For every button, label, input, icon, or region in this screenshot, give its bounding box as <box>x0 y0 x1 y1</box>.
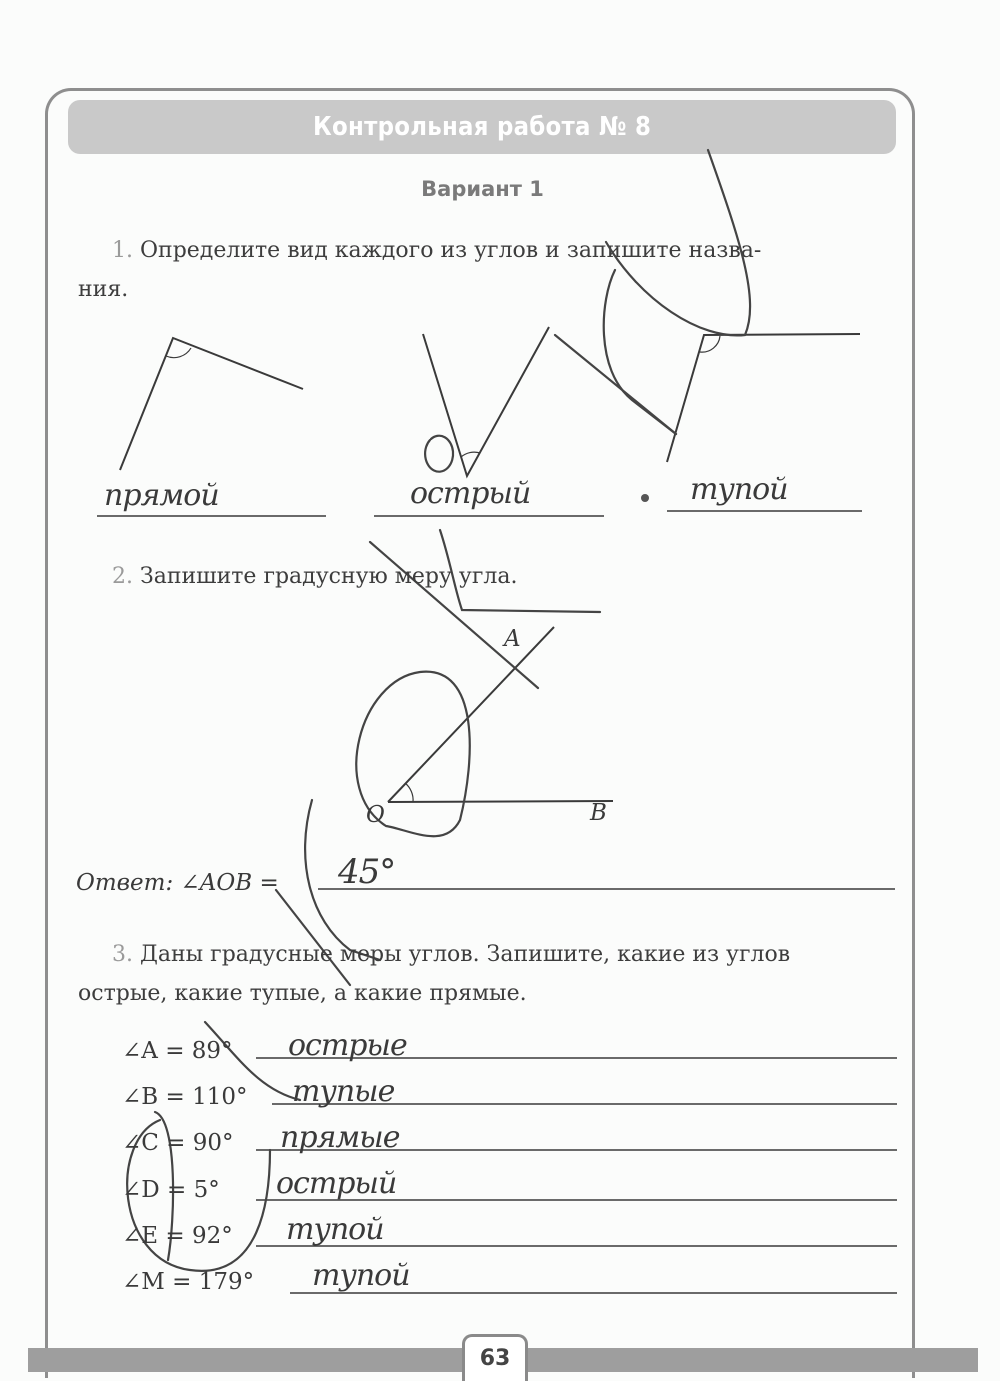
task2-answer-value[interactable]: 45° <box>338 852 396 892</box>
angle-row-answer[interactable]: прямые <box>280 1120 400 1155</box>
angle-row-answer[interactable]: тупые <box>292 1074 395 1109</box>
variant-heading: Вариант 1 <box>421 177 544 201</box>
angle-figure-2 <box>423 327 549 476</box>
task1-prompt-line2: ния. <box>78 277 129 302</box>
angle-row-label: ∠M = 179° <box>122 1269 255 1295</box>
task1-text: Определите вид каждого из углов и запишите назва- <box>140 238 762 263</box>
point-label-O: O <box>366 802 385 828</box>
point-label-A: A <box>504 626 521 652</box>
page-number: 63 <box>462 1334 528 1381</box>
angle-figure-1 <box>120 338 303 470</box>
angle-row-label: ∠E = 92° <box>122 1223 233 1249</box>
task1-answer-1[interactable]: прямой <box>104 478 219 513</box>
page-title: Контрольная работа № 8 <box>312 112 652 142</box>
angle-row-answer[interactable]: тупой <box>286 1212 384 1247</box>
task1-answer-2[interactable]: острый <box>410 476 531 511</box>
pencil-dot <box>641 494 649 502</box>
ray-OB <box>388 801 613 802</box>
ray-OA <box>388 627 554 802</box>
task2-prompt <box>112 557 517 597</box>
angle-figure-3 <box>667 334 860 462</box>
task3-number: 3. <box>112 942 133 967</box>
task2-text: Запишите градусную меру угла. <box>140 564 518 589</box>
task2-answer-label: Ответ: ∠AOB = <box>76 870 279 896</box>
task2-number: 2. <box>112 564 133 589</box>
angle-row-label: ∠A = 89° <box>122 1038 233 1064</box>
angle-row-label: ∠C = 90° <box>122 1130 234 1156</box>
task3-text: Даны градусные меры углов. Запишите, какие из углов <box>140 942 791 967</box>
angle-row-label: ∠D = 5° <box>122 1177 220 1203</box>
task1-number: 1. <box>112 238 133 263</box>
angle-row-answer[interactable]: тупой <box>312 1258 410 1293</box>
task1-answer-3[interactable]: тупой <box>690 472 788 507</box>
angle-row-label: ∠B = 110° <box>122 1084 248 1110</box>
point-label-B: B <box>590 800 607 826</box>
angle-row-answer[interactable]: острые <box>288 1028 407 1063</box>
task3-prompt-line2: острые, какие тупые, а какие прямые. <box>78 981 527 1006</box>
angle-row-answer[interactable]: острый <box>276 1166 397 1201</box>
task3-prompt-line1 <box>112 935 790 975</box>
